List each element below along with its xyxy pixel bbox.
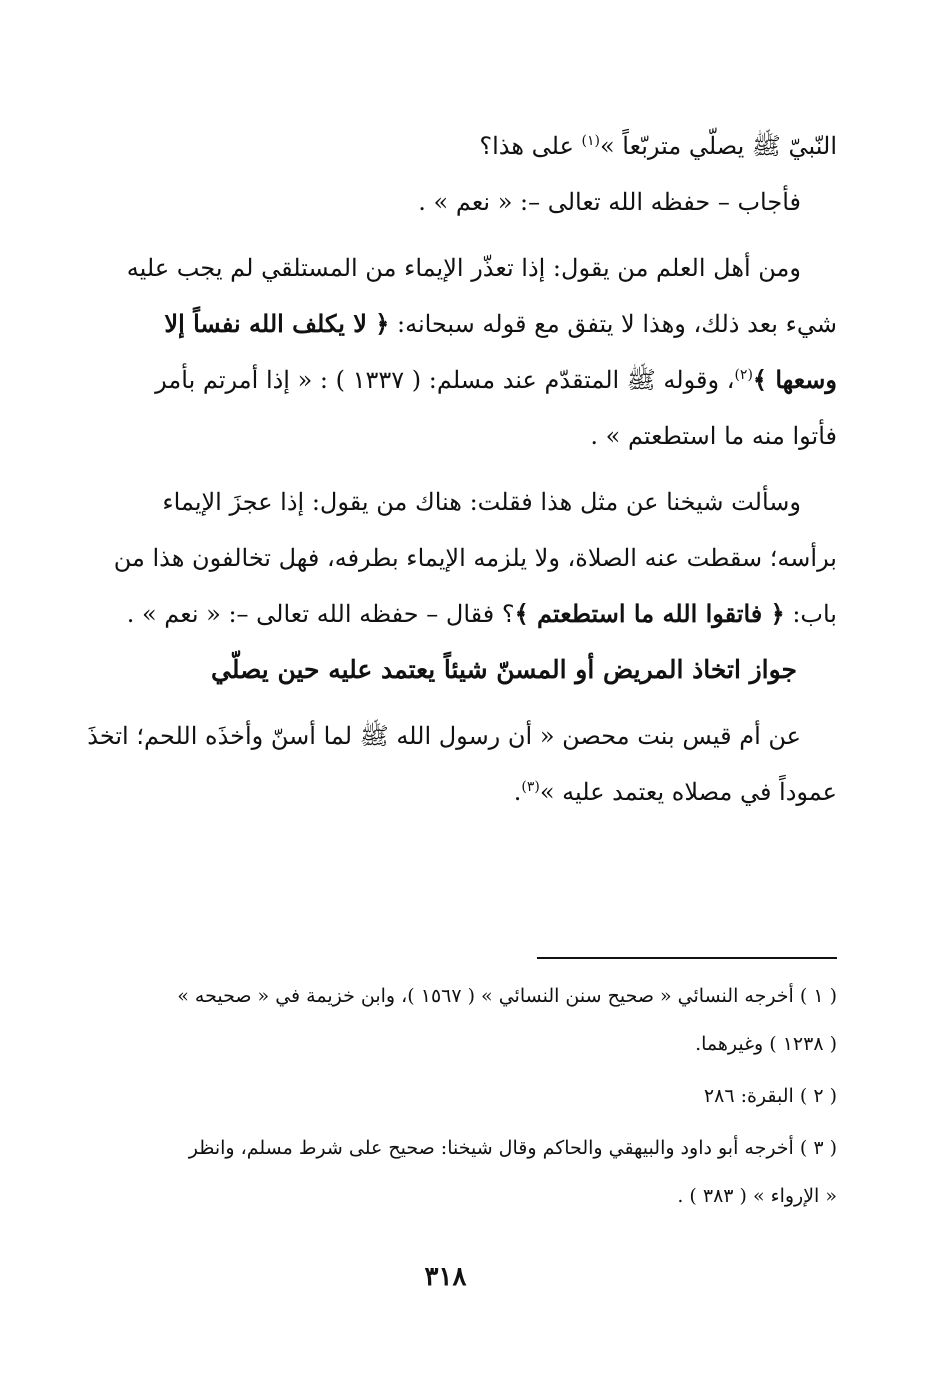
footnote-divider: [537, 957, 837, 959]
section-heading: جواز اتخاذ المريض أو المسنّ شيئاً يعتمد عليه حين يصلّي: [211, 655, 797, 684]
quran-verse: ﴿ لا يكلف الله نفساً إلا: [164, 309, 390, 338]
footnote-line: ( ٢ ) البقرة: ٢٨٦: [703, 1085, 837, 1107]
text-line: فأتوا منه ما استطعتم » .: [590, 422, 837, 450]
text-line: وسألت شيخنا عن مثل هذا فقلت: هناك من يقول: إذا عجزَ الإيماء: [162, 488, 801, 516]
footnote-line: ( ١٢٣٨ ) وغيرهما.: [695, 1033, 837, 1055]
quran-verse: وسعها ﴾: [752, 365, 837, 394]
main-text: [72, 118, 837, 820]
page-number: ٣١٨: [424, 1262, 467, 1292]
text-line: وسعها ﴾$^{(٢)}$، وقوله ﷺ المتقدّم عند مسلم: ( ١٣٣٧ ) : « إذا أمرتم بأمر: [155, 365, 837, 394]
text-line: باب: ﴿ فاتقوا الله ما استطعتم ﴾؟ فقال – حفظه الله تعالى –: « نعم » .: [126, 599, 837, 628]
footnote-line: ( ١ ) أخرجه النسائي « صحيح سنن النسائي » ( ١٥٦٧ )، وابن خزيمة في « صحيحه »: [177, 985, 837, 1007]
text-line: عموداً في مصلاه يعتمد عليه »$^{(٣)}$.: [513, 778, 837, 806]
text-line: شيء بعد ذلك، وهذا لا يتفق مع قوله سبحانه: ﴿ لا يكلف الله نفساً إلا: [164, 309, 837, 338]
text-line: فأجاب – حفظه الله تعالى –: « نعم » .: [418, 188, 801, 216]
footnote-line: « الإرواء » ( ٣٨٣ ) .: [677, 1185, 837, 1207]
quran-verse: ﴿ فاتقوا الله ما استطعتم ﴾: [514, 599, 785, 628]
text-line: برأسه؛ سقطت عنه الصلاة، ولا يلزمه الإيماء بطرفه، فهل تخالفون هذا من: [113, 544, 837, 572]
footnote-ref[interactable]: (٣): [521, 779, 540, 795]
footnote-ref[interactable]: (١): [581, 133, 600, 149]
footnote-ref[interactable]: (٢): [734, 367, 753, 383]
footnote-line: ( ٣ ) أخرجه أبو داود والبيهقي والحاكم وقال شيخنا: صحيح على شرط مسلم، وانظر: [188, 1137, 837, 1159]
text-line: عن أم قيس بنت محصن « أن رسول الله ﷺ لما أسنّ وأخذَه اللحم؛ اتخذَ: [87, 722, 801, 750]
text-line: ومن أهل العلم من يقول: إذا تعذّر الإيماء من المستلقي لم يجب عليه: [126, 254, 801, 282]
text-line: النّبيّ ﷺ يصلّي متربّعاً »$^{(١)}$ على هذا؟: [479, 132, 837, 160]
footnotes: [72, 972, 837, 1220]
